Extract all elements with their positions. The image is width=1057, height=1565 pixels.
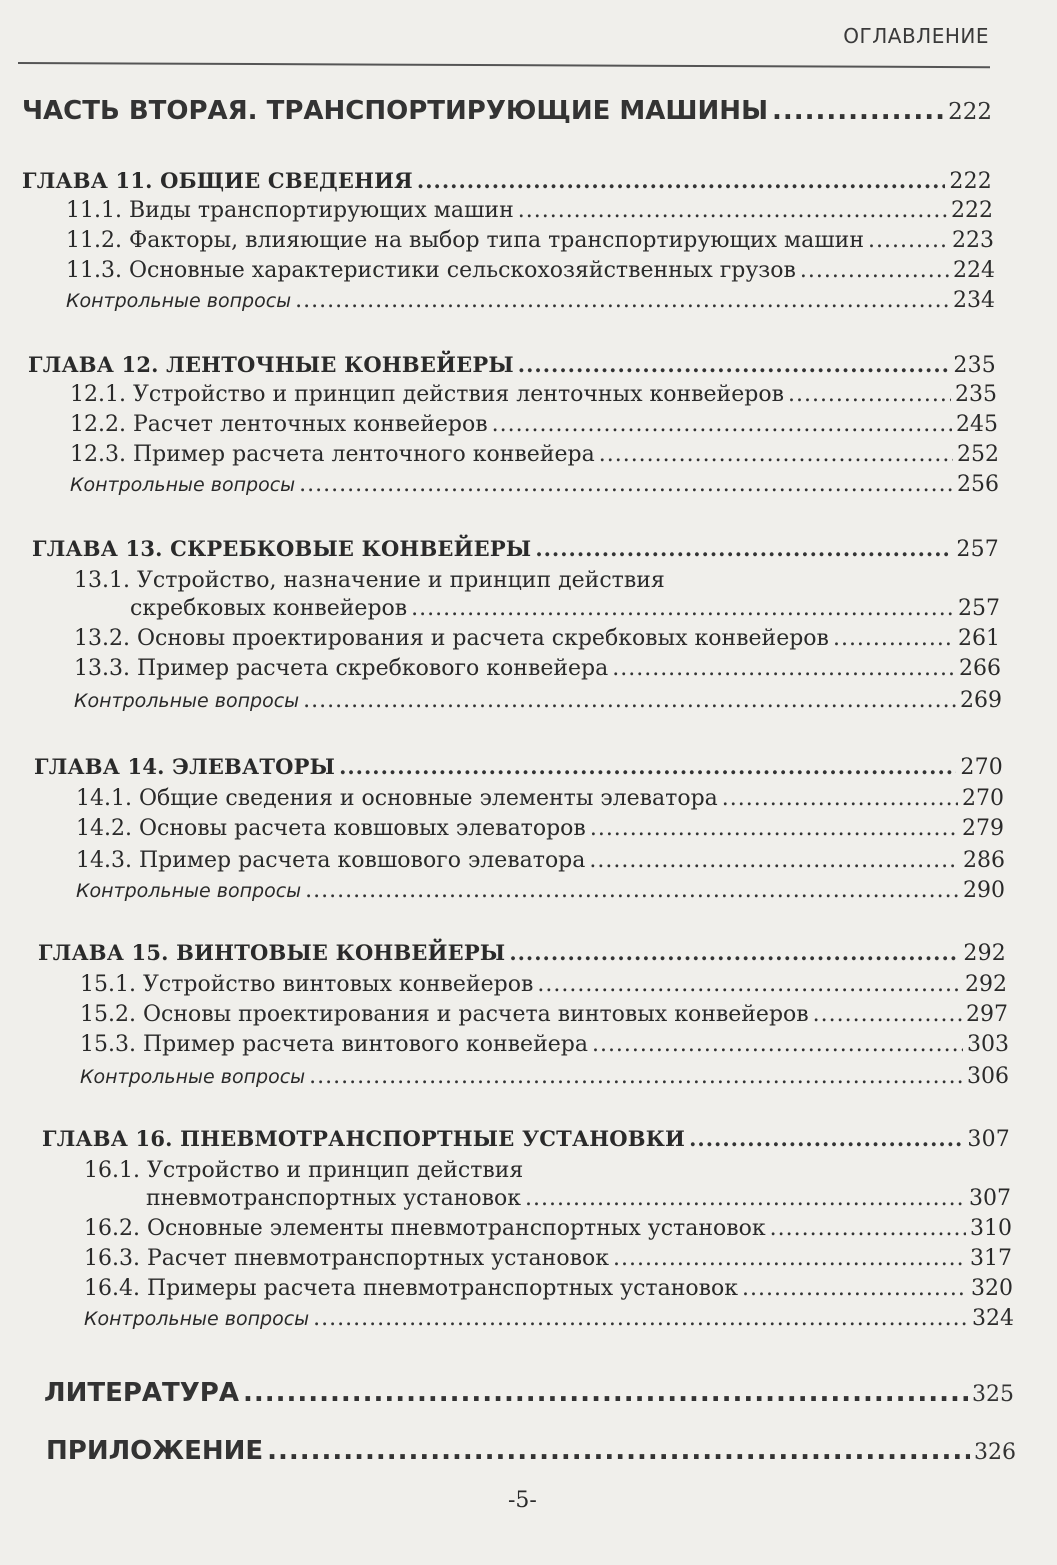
toc-page: 245 <box>956 412 998 437</box>
toc-page: 261 <box>958 626 1000 651</box>
toc-page: 235 <box>953 353 996 378</box>
leader-dots <box>267 1436 970 1466</box>
toc-title: 14.3. Пример расчета ковшового элеватора <box>76 848 586 873</box>
toc-title: ЧАСТЬ ВТОРАЯ. ТРАНСПОРТИРУЮЩИЕ МАШИНЫ <box>22 96 769 126</box>
toc-questions-13[interactable] <box>74 686 1002 716</box>
toc-title: Контрольные вопросы <box>66 290 292 312</box>
toc-section-12-2[interactable] <box>70 410 998 440</box>
leader-dots <box>722 784 958 814</box>
leader-dots <box>772 96 944 126</box>
toc-title: 11.2. Факторы, влияющие на выбор типа транспортирующих машин <box>66 228 865 253</box>
toc-section-11-1[interactable] <box>66 196 993 226</box>
toc-questions-16[interactable] <box>84 1304 1014 1334</box>
toc-page: 270 <box>962 786 1004 811</box>
toc-section-14-1[interactable] <box>76 784 1004 814</box>
toc-section-15-2[interactable] <box>80 1000 1008 1030</box>
toc-section-13-3[interactable] <box>74 654 1001 684</box>
toc-title: 12.2. Расчет ленточных конвейеров <box>70 412 488 437</box>
leader-dots <box>295 286 949 316</box>
toc-page: 310 <box>970 1216 1012 1241</box>
toc-section-15-3[interactable] <box>80 1030 1009 1060</box>
leader-dots <box>525 1184 965 1214</box>
toc-chapter-13[interactable] <box>32 534 999 565</box>
toc-chapter-11[interactable] <box>22 166 992 197</box>
toc-page: 297 <box>966 1002 1008 1027</box>
toc-chapter-14[interactable] <box>34 752 1003 783</box>
toc-page: 224 <box>953 258 995 283</box>
leader-dots <box>599 440 953 470</box>
toc-page: 266 <box>959 656 1001 681</box>
toc-title: 14.2. Основы расчета ковшовых элеваторов <box>76 816 586 841</box>
toc-chapter-15[interactable] <box>38 938 1006 969</box>
toc-page: 317 <box>970 1246 1012 1271</box>
toc-page: 235 <box>955 382 997 407</box>
leader-dots <box>833 624 954 654</box>
toc-page: 303 <box>967 1032 1009 1057</box>
leader-dots <box>770 1214 966 1244</box>
toc-page: 270 <box>960 755 1003 780</box>
leader-dots <box>800 256 949 286</box>
toc-title: скребковых конвейеров <box>130 596 408 621</box>
toc-title: Контрольные вопросы <box>70 474 296 496</box>
toc-section-16-3[interactable] <box>84 1244 1012 1274</box>
leader-dots <box>589 846 959 876</box>
toc-title: Контрольные вопросы <box>80 1066 306 1088</box>
toc-title: 12.3. Пример расчета ленточного конвейера <box>70 442 595 467</box>
leader-dots <box>243 1378 968 1408</box>
toc-section-16-4[interactable] <box>84 1274 1013 1304</box>
toc-section-11-2[interactable] <box>66 226 994 256</box>
toc-title: 11.1. Виды транспортирующих машин <box>66 198 514 223</box>
toc-page: 234 <box>953 288 995 313</box>
toc-literature[interactable] <box>44 1378 1014 1410</box>
leader-dots <box>537 970 961 1000</box>
toc-page: 223 <box>952 228 994 253</box>
toc-chapter-16[interactable] <box>42 1124 1010 1155</box>
leader-dots <box>788 380 951 410</box>
toc-page: 292 <box>965 972 1007 997</box>
toc-title: Контрольные вопросы <box>84 1308 310 1330</box>
toc-questions-12[interactable] <box>70 470 999 500</box>
leader-dots <box>612 654 955 684</box>
toc-page: 222 <box>949 169 992 194</box>
toc-section-13-1[interactable] <box>130 594 1000 624</box>
toc-section-16-2[interactable] <box>84 1214 1012 1244</box>
toc-title: 16.3. Расчет пневмотранспортных установок <box>84 1246 609 1271</box>
toc-title: 11.3. Основные характеристики сельскохозяйственных грузов <box>66 258 796 283</box>
toc-page: 257 <box>958 596 1000 621</box>
leader-dots <box>299 470 953 500</box>
toc-page: 269 <box>960 688 1002 713</box>
toc-title: ГЛАВА 12. ЛЕНТОЧНЫЕ КОНВЕЙЕРЫ <box>28 352 514 377</box>
toc-page: 222 <box>948 99 992 125</box>
toc-questions-14[interactable] <box>76 876 1005 906</box>
toc-page: 256 <box>957 472 999 497</box>
toc-part-2[interactable] <box>22 96 992 127</box>
toc-title: ЛИТЕРАТУРА <box>44 1378 239 1408</box>
toc-title: ГЛАВА 14. ЭЛЕВАТОРЫ <box>34 754 336 779</box>
leader-dots <box>303 686 956 716</box>
toc-title: 16.4. Примеры расчета пневмотранспортных установок <box>84 1276 739 1301</box>
leader-dots <box>590 814 958 844</box>
toc-title: ПРИЛОЖЕНИЕ <box>46 1436 264 1466</box>
toc-title: Контрольные вопросы <box>76 880 302 902</box>
leader-dots <box>535 534 952 564</box>
toc-page: 307 <box>969 1186 1011 1211</box>
toc-page: 307 <box>967 1127 1010 1152</box>
toc-questions-15[interactable] <box>80 1062 1009 1092</box>
header-rule <box>18 62 990 68</box>
toc-page: 306 <box>967 1064 1009 1089</box>
toc-title: 12.1. Устройство и принцип действия ленточных конвейеров <box>70 382 784 407</box>
toc-title: Контрольные вопросы <box>74 690 300 712</box>
toc-questions-11[interactable] <box>66 286 995 316</box>
toc-page: 279 <box>962 816 1004 841</box>
toc-title: 13.2. Основы проектирования и расчета скребковых конвейеров <box>74 626 829 651</box>
leader-dots <box>309 1062 963 1092</box>
leader-dots <box>868 226 948 256</box>
toc-title: ГЛАВА 16. ПНЕВМОТРАНСПОРТНЫЕ УСТАНОВКИ <box>42 1126 686 1151</box>
toc-title: 15.1. Устройство винтовых конвейеров <box>80 972 534 997</box>
toc-title: ГЛАВА 11. ОБЩИЕ СВЕДЕНИЯ <box>22 168 413 193</box>
toc-section-12-3[interactable] <box>70 440 999 470</box>
leader-dots <box>305 876 959 906</box>
toc-title: 15.3. Пример расчета винтового конвейера <box>80 1032 588 1057</box>
toc-page: 326 <box>974 1440 1016 1465</box>
toc-appendix[interactable] <box>46 1436 1016 1468</box>
toc-section-13-1-line1[interactable]: 13.1. Устройство, назначение и принцип действия <box>74 568 665 593</box>
leader-dots <box>518 196 947 226</box>
toc-section-16-1-line1[interactable]: 16.1. Устройство и принцип действия <box>84 1158 524 1183</box>
leader-dots <box>592 1030 963 1060</box>
page-number: -5- <box>508 1488 537 1513</box>
toc-title: ГЛАВА 13. СКРЕБКОВЫЕ КОНВЕЙЕРЫ <box>32 536 532 561</box>
toc-title: пневмотранспортных установок <box>146 1186 522 1211</box>
toc-section-14-2[interactable] <box>76 814 1004 844</box>
toc-title: 14.1. Общие сведения и основные элементы элеватора <box>76 786 718 811</box>
toc-title: 13.3. Пример расчета скребкового конвейера <box>74 656 609 681</box>
toc-chapter-12[interactable] <box>28 350 996 381</box>
leader-dots <box>742 1274 967 1304</box>
leader-dots <box>613 1244 966 1274</box>
leader-dots <box>339 752 956 782</box>
toc-page: 222 <box>951 198 993 223</box>
leader-dots <box>417 166 946 196</box>
running-head: ОГЛАВЛЕНИЕ <box>843 24 989 48</box>
toc-page: 290 <box>963 878 1005 903</box>
toc-section-12-1[interactable] <box>70 380 997 410</box>
toc-page: 257 <box>956 537 999 562</box>
toc-title: ГЛАВА 15. ВИНТОВЫЕ КОНВЕЙЕРЫ <box>38 940 506 965</box>
toc-section-15-1[interactable] <box>80 970 1007 1000</box>
toc-section-16-1[interactable] <box>146 1184 1011 1214</box>
leader-dots <box>492 410 952 440</box>
toc-title: 16.2. Основные элементы пневмотранспортных установок <box>84 1216 766 1241</box>
toc-title: 15.2. Основы проектирования и расчета винтовых конвейеров <box>80 1002 809 1027</box>
toc-page: 324 <box>972 1306 1014 1331</box>
toc-page: 252 <box>957 442 999 467</box>
leader-dots <box>509 938 959 968</box>
leader-dots <box>518 350 950 380</box>
leader-dots <box>813 1000 962 1030</box>
toc-page: 320 <box>971 1276 1013 1301</box>
toc-section-11-3[interactable] <box>66 256 995 286</box>
toc-section-14-3[interactable] <box>76 846 1005 876</box>
leader-dots <box>313 1304 968 1334</box>
toc-page: 286 <box>963 848 1005 873</box>
toc-page: 325 <box>972 1382 1014 1407</box>
leader-dots <box>689 1124 963 1154</box>
toc-page: 292 <box>963 941 1006 966</box>
toc-section-13-2[interactable] <box>74 624 1000 654</box>
leader-dots <box>411 594 954 624</box>
